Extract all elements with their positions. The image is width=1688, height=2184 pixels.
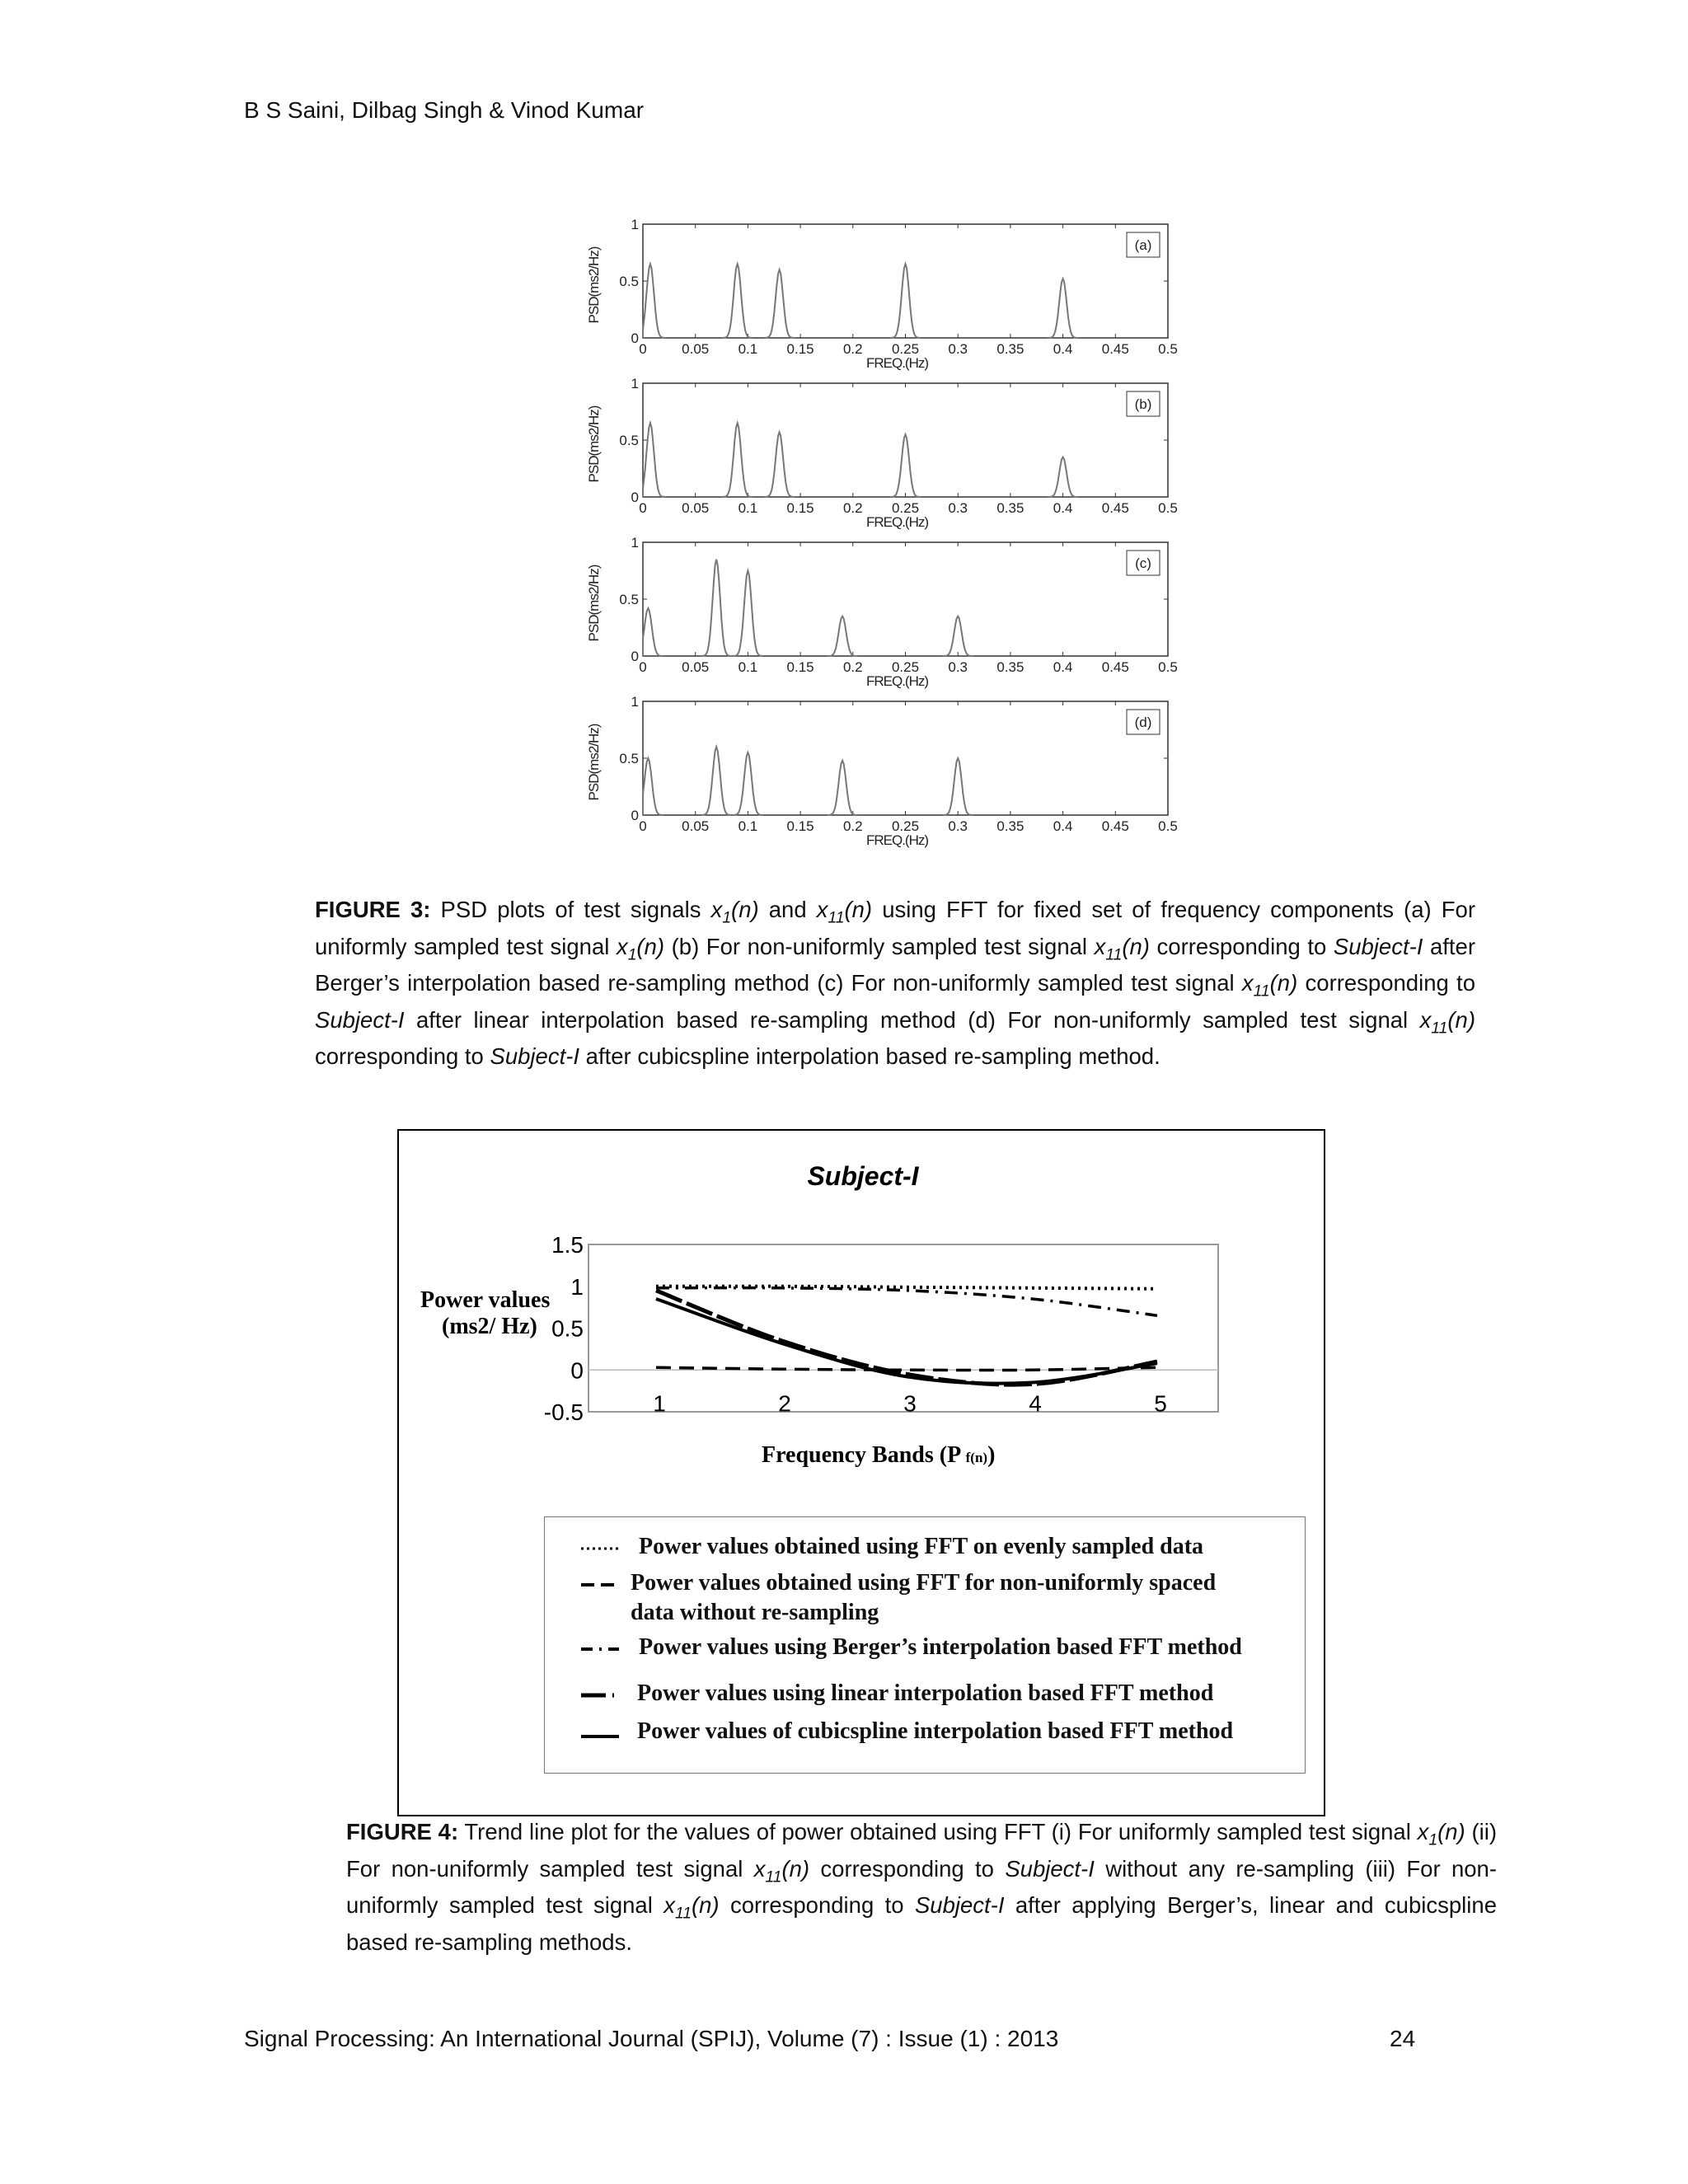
page-number: 24 (1390, 2026, 1416, 2051)
figure-3-psd-panels (569, 210, 1195, 869)
psd-peak (733, 752, 763, 815)
legend-label: Power values obtained using FFT for non-uniformly spaced (631, 1570, 1217, 1596)
x-tick-label: 0.5 (1158, 341, 1178, 357)
figure-4-box (397, 1129, 1325, 1816)
x-tick-label: 0.05 (682, 659, 710, 675)
x-tick-label: 0.05 (682, 341, 710, 357)
psd-panel-2 (586, 535, 1178, 689)
panel-label: (b) (1134, 396, 1152, 412)
x-tick-label: 0.35 (996, 659, 1025, 675)
caption-text: after Berger’s interpolation based re-sampling method (c) For non-uniformly sampled test signal (315, 933, 1475, 996)
caption-text: without any re-sampling (iii) For non-uniformly sampled test signal (346, 1855, 1498, 1918)
psd-peak (764, 269, 795, 338)
x-tick-label: 0.4 (1053, 818, 1073, 834)
caption-text: Trend line plot for the values of power obtained using FFT (i) For uniformly sampled test signal (458, 1819, 1418, 1844)
signal-x11: $x_{11}(n)$ (1419, 1006, 1475, 1037)
x-tick-label: 0.3 (948, 659, 968, 675)
psd-peak (643, 264, 666, 338)
panel-label: (d) (1134, 715, 1152, 730)
x-tick-label: 2 (778, 1390, 791, 1417)
subject-label: Subject-I (1333, 933, 1423, 959)
caption-text: corresponding to (1149, 933, 1334, 959)
y-axis-label: PSD(ms2/Hz) (586, 405, 602, 483)
x-tick-label: 0.2 (842, 341, 863, 357)
y-axis-label-line1: Power values (420, 1287, 551, 1313)
x-tick-label: 0 (639, 659, 647, 675)
legend-label: Power values using Berger’s interpolation based FFT method (639, 1634, 1242, 1660)
x-axis-label: FREQ.(Hz) (865, 355, 929, 371)
y-tick-label: 1 (631, 217, 639, 232)
psd-peak (643, 423, 666, 497)
y-tick-label: 0.5 (551, 1315, 584, 1342)
caption-text: corresponding to (1297, 970, 1475, 996)
x-tick-label: 0.4 (1053, 341, 1073, 357)
x-tick-label: 0.2 (842, 500, 863, 516)
y-tick-label: 0.5 (619, 274, 639, 289)
plot-frame (643, 224, 1168, 338)
x-tick-label: 0.25 (891, 659, 920, 675)
subject-label: Subject-I (490, 1043, 580, 1069)
x-tick-label: 0.5 (1158, 500, 1178, 516)
x-tick-label: 0.45 (1101, 818, 1129, 834)
caption-text: PSD plots of test signals (430, 897, 711, 922)
figure-4-legend (544, 1516, 1306, 1774)
y-axis-label: PSD(ms2/Hz) (586, 565, 602, 642)
psd-peak (764, 432, 795, 497)
psd-peak (1048, 457, 1078, 497)
y-tick-label: 0 (631, 808, 639, 823)
y-axis-label: PSD(ms2/Hz) (586, 724, 602, 801)
caption-text: corresponding to (809, 1855, 1006, 1882)
x-tick-label: 0.05 (682, 818, 710, 834)
x-tick-label: 0.45 (1101, 659, 1129, 675)
x-tick-label: 0.1 (738, 818, 758, 834)
signal-x11: $x_{11}(n)$ (753, 1855, 810, 1886)
psd-peak (722, 264, 753, 338)
psd-peak (701, 560, 732, 656)
psd-peak (943, 758, 973, 815)
caption-text: after cubicspline interpolation based re-sampling method. (579, 1043, 1160, 1069)
plot-frame (643, 542, 1168, 656)
x-tick-label: 0.25 (891, 500, 920, 516)
x-axis-label: FREQ.(Hz) (865, 673, 929, 689)
caption-text: after applying Berger’s, linear and cubicspline based re-sampling methods. (346, 1892, 1497, 1955)
x-tick-label: 0.5 (1158, 659, 1178, 675)
y-tick-label: 0.5 (619, 751, 639, 766)
x-tick-label: 0.1 (738, 341, 758, 357)
figure-4-caption (346, 1818, 1497, 1957)
caption-text: (b) For non-uniformly sampled test signal (664, 933, 1095, 959)
signal-x11: $x_{11}(n)$ (1094, 933, 1150, 963)
psd-panel-0 (586, 217, 1178, 371)
x-tick-label: 0.2 (842, 659, 863, 675)
psd-peak (827, 616, 858, 656)
psd-peak (643, 758, 663, 815)
x-tick-label: 0 (639, 500, 647, 516)
psd-peak (890, 434, 921, 497)
y-tick-label: 1 (570, 1273, 584, 1300)
legend-dashdot-line-icon (579, 1641, 621, 1657)
figure-3-label: FIGURE 3: (315, 897, 431, 922)
x-tick-label: 0.4 (1053, 659, 1073, 675)
x-tick-label: 0.5 (1158, 818, 1178, 834)
x-tick-label: 0 (639, 341, 647, 357)
x-tick-label: 0 (639, 818, 647, 834)
psd-peak (643, 608, 663, 656)
subject-label: Subject-I (315, 1006, 405, 1033)
x-axis-label: Frequency Bands (P f(n)) (762, 1442, 996, 1468)
y-tick-label: 0.5 (619, 592, 639, 607)
x-tick-label: 0.15 (786, 341, 814, 357)
y-tick-label: 0 (631, 490, 639, 505)
y-tick-label: -0.5 (543, 1399, 584, 1425)
x-tick-label: 0.3 (948, 818, 968, 834)
x-axis-label: FREQ.(Hz) (865, 514, 929, 530)
x-tick-label: 0.15 (786, 500, 814, 516)
signal-x1: $x_1(n)$ (1417, 1819, 1465, 1849)
signal-x11: $x_{11}(n)$ (663, 1892, 720, 1923)
caption-text: (ii) For non-uniformly sampled test signal (346, 1819, 1498, 1882)
series-line-solid (656, 1299, 1157, 1384)
panel-label: (c) (1135, 555, 1151, 571)
caption-text: and (758, 897, 817, 922)
plot-frame (643, 701, 1168, 815)
figure-4-label: FIGURE 4: (346, 1819, 459, 1844)
signal-x1: $x_1(n)$ (616, 933, 665, 963)
x-tick-label: 0.15 (786, 818, 814, 834)
figure-3-caption (315, 896, 1475, 1071)
legend-label: Power values obtained using FFT on evenly sampled data (639, 1534, 1204, 1559)
caption-text: corresponding to (719, 1892, 915, 1918)
signal-x1: $x_1(n)$ (710, 897, 759, 927)
journal-footer: Signal Processing: An International Journal (SPIJ), Volume (7) : Issue (1) : 2013 (244, 2026, 1059, 2051)
x-tick-label: 3 (903, 1390, 917, 1417)
series-line-dotted (656, 1286, 1157, 1289)
x-tick-label: 0.35 (996, 500, 1025, 516)
psd-peak (890, 264, 921, 338)
y-tick-label: 1 (631, 376, 639, 391)
x-tick-label: 0.35 (996, 341, 1025, 357)
panel-label: (a) (1134, 237, 1152, 253)
x-tick-label: 4 (1029, 1390, 1042, 1417)
legend-label: Power values using linear interpolation based FFT method (637, 1680, 1214, 1706)
y-tick-label: 0.5 (619, 433, 639, 448)
x-tick-label: 0.25 (891, 341, 920, 357)
x-tick-label: 0.4 (1053, 500, 1073, 516)
legend-dashed-line-icon (579, 1577, 621, 1593)
x-axis-label: FREQ.(Hz) (865, 832, 929, 848)
y-tick-label: 1 (631, 535, 639, 551)
x-tick-label: 0.3 (948, 341, 968, 357)
y-tick-label: 1 (631, 694, 639, 710)
caption-text: after linear interpolation based re-sampling method (d) For non-uniformly sampled test signal (404, 1006, 1420, 1033)
y-axis-label: PSD(ms2/Hz) (586, 246, 602, 324)
x-tick-label: 0.2 (842, 818, 863, 834)
legend-label: data without re-sampling (631, 1600, 879, 1625)
psd-peak (701, 747, 732, 815)
x-tick-label: 0.45 (1101, 500, 1129, 516)
signal-x11: $x_{11}(n)$ (1241, 970, 1298, 1001)
psd-peak (722, 423, 753, 497)
x-tick-label: 1 (653, 1390, 666, 1417)
x-tick-label: 0.1 (738, 500, 758, 516)
x-tick-label: 0.3 (948, 500, 968, 516)
x-tick-label: 0.35 (996, 818, 1025, 834)
legend-solid-line-icon (579, 1728, 621, 1745)
series-line-dashdot (656, 1288, 1157, 1316)
legend-label: Power values of cubicspline interpolation based FFT method (637, 1718, 1234, 1744)
psd-peak (1048, 279, 1078, 338)
plot-frame (643, 383, 1168, 497)
legend-dotted-line-icon (579, 1540, 621, 1557)
x-tick-label: 5 (1154, 1390, 1167, 1417)
plot-frame (588, 1244, 1218, 1412)
psd-peak (827, 761, 858, 815)
x-tick-label: 0.25 (891, 818, 920, 834)
caption-text: corresponding to (315, 1043, 490, 1069)
psd-peak (733, 571, 763, 657)
legend-longdash-line-icon (579, 1687, 621, 1704)
chart-title: Subject-I (807, 1161, 919, 1191)
signal-x11: $x_{11}(n)$ (816, 897, 873, 927)
x-tick-label: 0.15 (786, 659, 814, 675)
psd-peak (943, 616, 973, 656)
y-tick-label: 1.5 (551, 1232, 584, 1258)
x-tick-label: 0.05 (682, 500, 710, 516)
y-axis-label-line2: (ms2/ Hz) (442, 1314, 537, 1339)
y-tick-label: 0 (570, 1357, 584, 1384)
x-tick-label: 0.45 (1101, 341, 1129, 357)
subject-label: Subject-I (914, 1892, 1005, 1918)
psd-panel-1 (586, 376, 1178, 530)
psd-panel-3 (586, 694, 1178, 848)
y-tick-label: 0 (631, 649, 639, 664)
y-tick-label: 0 (631, 330, 639, 346)
subject-label: Subject-I (1005, 1855, 1095, 1882)
running-header: B S Saini, Dilbag Singh & Vinod Kumar (244, 97, 645, 123)
x-tick-label: 0.1 (738, 659, 758, 675)
caption-text: using FFT for fixed set of frequency components (a) For uniformly sampled test signal (315, 897, 1475, 959)
